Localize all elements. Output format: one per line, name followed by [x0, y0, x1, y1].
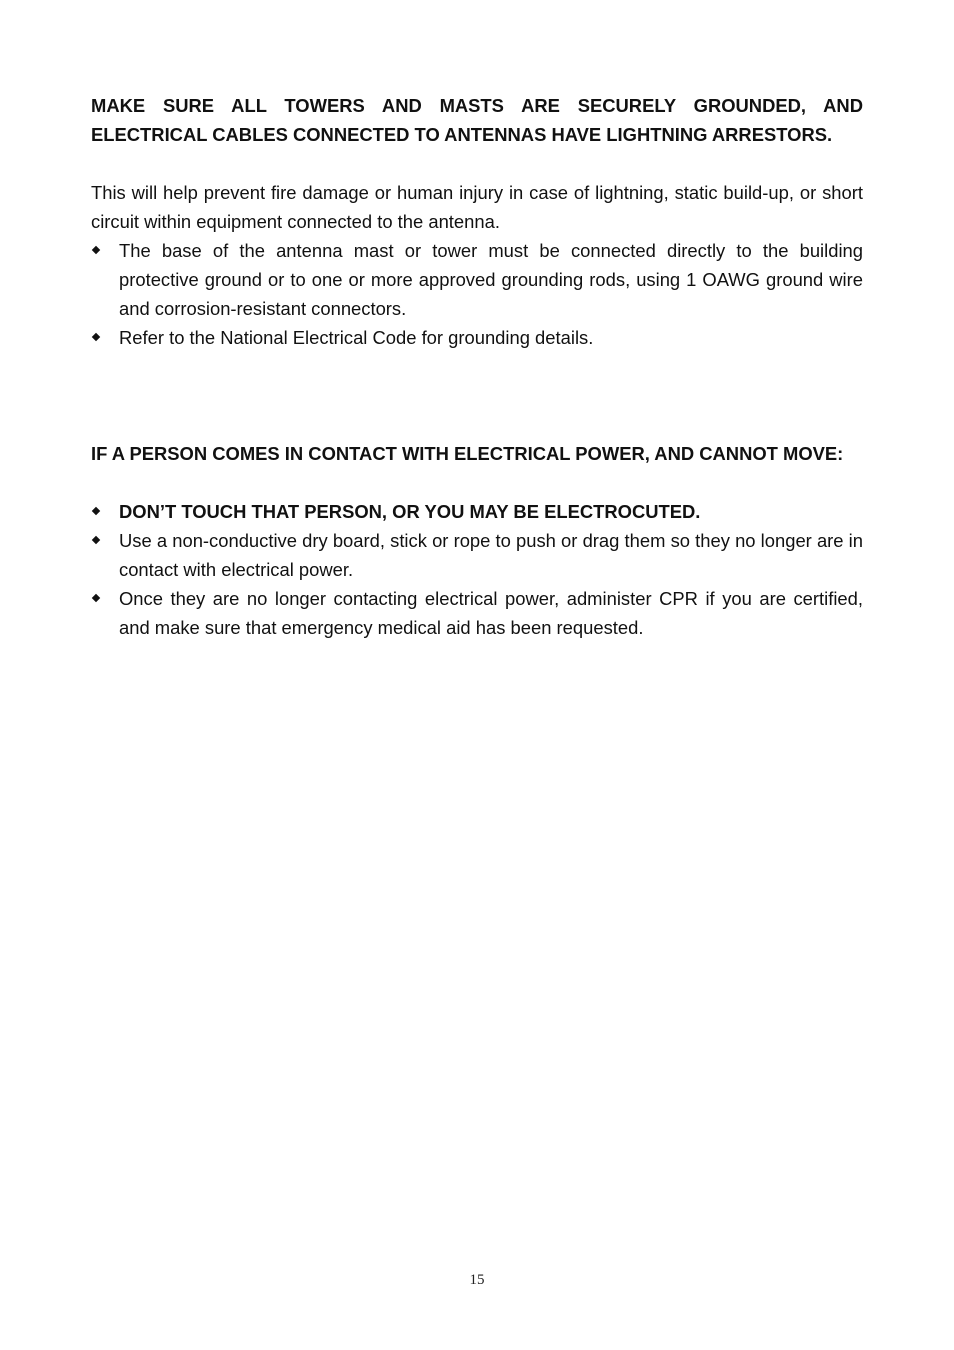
list-item-text: Refer to the National Electrical Code for grounding details. [119, 327, 594, 348]
document-page [91, 91, 863, 642]
list-item [91, 323, 863, 352]
diamond-bullet-icon [92, 246, 100, 254]
list-item [91, 584, 863, 642]
list-item [91, 526, 863, 584]
diamond-bullet-icon [92, 333, 100, 341]
grounding-bullet-list [91, 236, 863, 352]
electrical-contact-bullet-list [91, 497, 863, 642]
diamond-bullet-icon [92, 594, 100, 602]
list-item-text: Once they are no longer contacting electrical power, administer CPR if you are certified, and make sure that emergency medical aid has been requested. [119, 588, 863, 638]
grounding-intro-paragraph: This will help prevent fire damage or human injury in case of lightning, static build-up, or short circuit within equipment connected to the antenna. [91, 182, 863, 232]
section-heading-grounding: MAKE SURE ALL TOWERS AND MASTS ARE SECURELY GROUNDED, AND ELECTRICAL CABLES CONNECTED TO ANTENNAS HAVE LIGHTNING ARRESTORS. [91, 95, 863, 145]
list-item [91, 236, 863, 323]
diamond-bullet-icon [92, 536, 100, 544]
page-number: 15 [469, 1272, 485, 1288]
list-item [91, 497, 863, 526]
section-heading-electrical-contact: IF A PERSON COMES IN CONTACT WITH ELECTRICAL POWER, AND CANNOT MOVE: [91, 443, 844, 464]
list-item-text: The base of the antenna mast or tower must be connected directly to the building protective ground or to one or more approved grounding rods, using 1 OAWG ground wire and corrosion-resistant connectors. [119, 240, 863, 319]
list-item-text: Use a non-conductive dry board, stick or rope to push or drag them so they no longer are in contact with electrical power. [119, 530, 863, 580]
diamond-bullet-icon [92, 507, 100, 515]
list-item-text: DON’T TOUCH THAT PERSON, OR YOU MAY BE ELECTROCUTED. [119, 501, 701, 522]
